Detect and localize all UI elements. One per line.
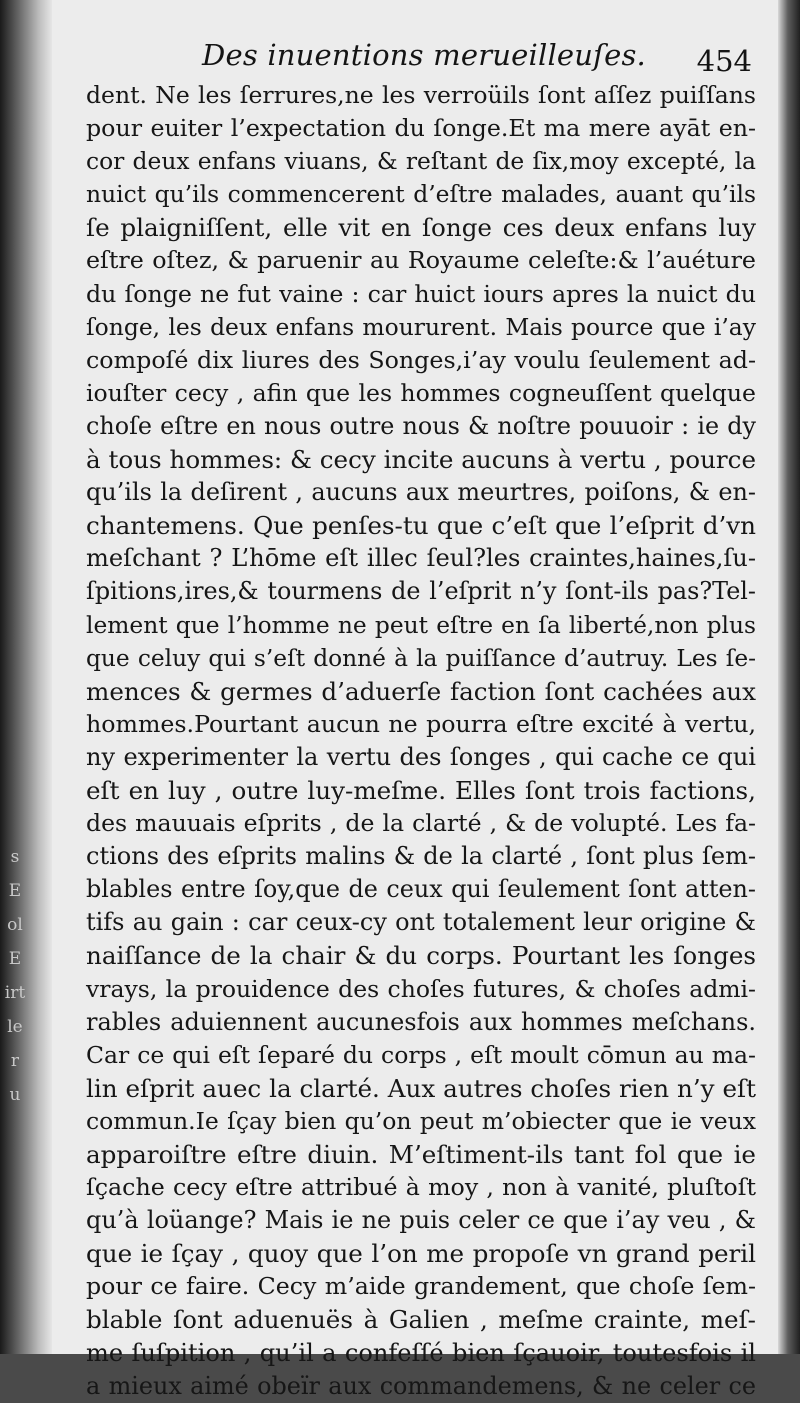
text-line: lin eſprit auec la clarté. Aux autres choſes rien n’y eſt	[86, 1073, 756, 1103]
binding-gutter	[0, 0, 52, 1354]
bleed-glyph: ol	[7, 915, 23, 935]
text-line: Car ce qui eſt ſeparé du corps , eſt moult cōmun au ma-	[86, 1040, 756, 1069]
text-line: ſe plaigniſſent, elle vit en ſonge ces deux enfans luy	[86, 213, 756, 243]
text-line: que ie ſçay , quoy que l’on me propoſe vn grand peril	[86, 1239, 756, 1269]
text-line: eſtre oſtez, & paruenir au Royaume celeſte:& l’auéture	[86, 246, 756, 275]
text-line: à tous hommes: & cecy incite aucuns à vertu , pource	[86, 445, 756, 475]
bleed-glyph: E	[8, 949, 22, 969]
bleed-glyph: le	[7, 1017, 23, 1037]
text-line: ſçache cecy eſtre attribué à moy , non à vanité, pluſtoſt	[86, 1173, 756, 1202]
text-line: mences & germes d’aduerſe faction ſont cachées aux	[86, 676, 756, 706]
bleed-glyph: E	[8, 881, 22, 901]
page-number: 454	[696, 44, 752, 78]
body-text	[86, 79, 756, 1403]
text-line: naiſſance de la chair & du corps. Pourtant les ſonges	[86, 941, 756, 971]
text-line: pour euiter l’expectation du ſonge.Et ma mere ayāt en-	[86, 114, 756, 143]
text-line: choſe eſtre en nous outre nous & noſtre pouuoir : ie dy	[86, 411, 756, 440]
bleed-glyph: s	[10, 847, 20, 867]
facing-page-bleed	[4, 840, 26, 1112]
text-line: me ſuſpition , qu’il a confeſſé bien ſçauoir, toutesfois il	[86, 1338, 756, 1367]
text-line: du ſonge ne fut vaine : car huict iours apres la nuict du	[86, 279, 756, 308]
text-line: vrays, la prouidence des choſes futures, & choſes admi-	[86, 974, 756, 1003]
page-edge-shadow	[778, 0, 800, 1354]
text-line: cor deux enfans viuans, & reſtant de ſix,moy excepté, la	[86, 147, 756, 176]
text-line: lement que l’homme ne peut eſtre en ſa liberté,non plus	[86, 610, 756, 639]
text-line: hommes.Pourtant aucun ne pourra eſtre excité à vertu,	[86, 709, 756, 738]
bleed-glyph: r	[10, 1051, 20, 1071]
text-line: commun.Ie ſçay bien qu’on peut m’obiecter que ie veux	[86, 1106, 756, 1135]
text-line: apparoiſtre eſtre diuin. M’eſtiment-ils tant fol que ie	[86, 1140, 756, 1169]
running-title: Des inuentions merueilleuſes.	[202, 38, 646, 72]
text-line: ſonge, les deux enfans moururent. Mais pource que i’ay	[86, 312, 756, 341]
text-line: tifs au gain : car ceux-cy ont totalement leur origine &	[86, 908, 756, 937]
text-line: rables aduiennent aucunesfois aux hommes meſchans.	[86, 1007, 756, 1036]
text-line: que celuy qui s’eſt donné à la puiſſance d’autruy. Les ſe-	[86, 644, 756, 672]
text-line: nuict qu’ils commencerent d’eſtre malades, auant qu’ils	[86, 180, 756, 209]
text-line: qu’à loüange? Mais ie ne puis celer ce que i’ay veu , &	[86, 1206, 756, 1235]
bleed-glyph: irt	[4, 983, 26, 1003]
text-line: pour ce faire. Cecy m’aide grandement, que choſe ſem-	[86, 1272, 756, 1301]
text-line: ny experimenter la vertu des ſonges , qui cache ce qui	[86, 742, 756, 771]
text-line: meſchant ? L’hōme eſt illec ſeul?les craintes,haines,ſu-	[86, 544, 756, 573]
text-line: blables entre ſoy,que de ceux qui ſeulement ſont atten-	[86, 875, 756, 904]
text-line: iouſter cecy , afin que les hommes cogneuſſent quelque	[86, 378, 756, 407]
bleed-glyph: u	[9, 1085, 21, 1105]
text-line: ſpitions,ires,& tourmens de l’eſprit n’y ſont-ils pas?Tel-	[86, 577, 756, 606]
text-line: a mieux aimé obeïr aux commandemens, & ne celer ce	[86, 1371, 756, 1400]
text-line: blable ſont aduenuës à Galien , meſme crainte, meſ-	[86, 1305, 756, 1335]
text-line: dent. Ne les ſerrures,ne les verroüils ſont aſſez puiſſans	[86, 81, 756, 109]
text-line: ctions des eſprits malins & de la clarté , ſont plus ſem-	[86, 842, 756, 871]
text-line: chantemens. Que penſes-tu que c’eſt que l’eſprit d’vn	[86, 511, 756, 541]
text-line: qu’ils la deſirent , aucuns aux meurtres, poiſons, & en-	[86, 478, 756, 507]
running-header	[70, 38, 760, 78]
text-line: compoſé dix liures des Songes,i’ay voulu ſeulement ad-	[86, 345, 756, 374]
text-line: des mauuais eſprits , de la clarté , & de volupté. Les fa-	[86, 809, 756, 838]
text-line: eſt en luy , outre luy-meſme. Elles ſont trois factions,	[86, 775, 756, 805]
